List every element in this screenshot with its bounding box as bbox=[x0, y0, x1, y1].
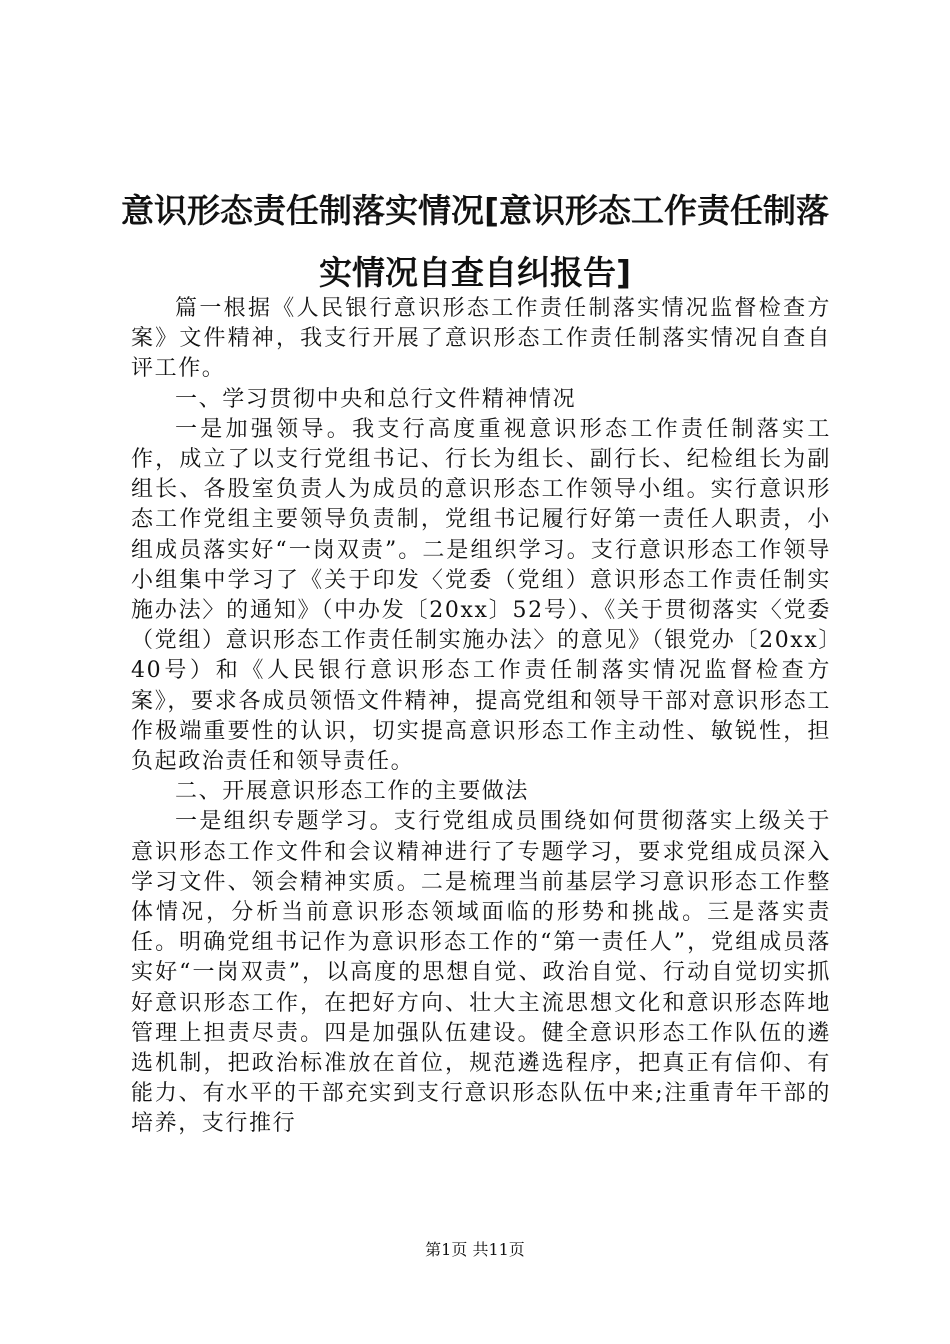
section-heading-2: 二、开展意识形态工作的主要做法 bbox=[175, 779, 530, 805]
page-footer: 第1页 共11页 bbox=[425, 1240, 525, 1259]
document-body bbox=[131, 294, 831, 1140]
section-heading-1: 一、学习贯彻中央和总行文件精神情况 bbox=[175, 386, 577, 412]
section-2-paragraph: 一是组织专题学习。支行党组成员围绕如何贯彻落实上级关于意识形态工作文件和会议精神进行了专题学习，要求党组成员深入学习文件、领会精神实质。二是梳理当前基层学习意识形态工作整体情况，分析当前意识形态领域面临的形势和挑战。三是落实责任。明确党组书记作为意识形态工作的“第一责任人”，党组成员落实好“一岗双责”，以高度的思想自觉、政治自觉、行动自觉切实抓好意识形态工作，在把好方向、壮大主流思想文化和意识形态阵地管理上担责尽责。四是加强队伍建设。健全意识形态工作队伍的遴选机制，把政治标准放在首位，规范遴选程序，把真正有信仰、有能力、有水平的干部充实到支行意识形态队伍中来;注重青年干部的培养，支行推行 bbox=[131, 809, 831, 1137]
intro-paragraph: 篇一根据《人民银行意识形态工作责任制落实情况监督检查方案》文件精神，我支行开展了意识形态工作责任制落实情况自查自评工作。 bbox=[131, 296, 831, 382]
document-title: 意识形态责任制落实情况[意识形态工作责任制落实情况自查自纠报告] bbox=[120, 191, 830, 292]
section-1-paragraph: 一是加强领导。我支行高度重视意识形态工作责任制落实工作，成立了以支行党组书记、行长为组长、副行长、纪检组长为副组长、各股室负责人为成员的意识形态工作领导小组。实行意识形态工作党组主要领导负责制，党组书记履行好第一责任人职责，小组成员落实好“一岗双责”。二是组织学习。支行意识形态工作领导小组集中学习了《关于印发〈党委（党组）意识形态工作责任制实施办法〉的通知》（中办发〔20xx〕52号）、《关于贯彻落实〈党委（党组）意识形态工作责任制实施办法〉的意见》（银党办〔20xx〕40号）和《人民银行意识形态工作责任制落实情况监督检查方案》，要求各成员领悟文件精神，提高党组和领导干部对意识形态工作极端重要性的认识，切实提高意识形态工作主动性、敏锐性，担负起政治责任和领导责任。 bbox=[131, 416, 831, 775]
